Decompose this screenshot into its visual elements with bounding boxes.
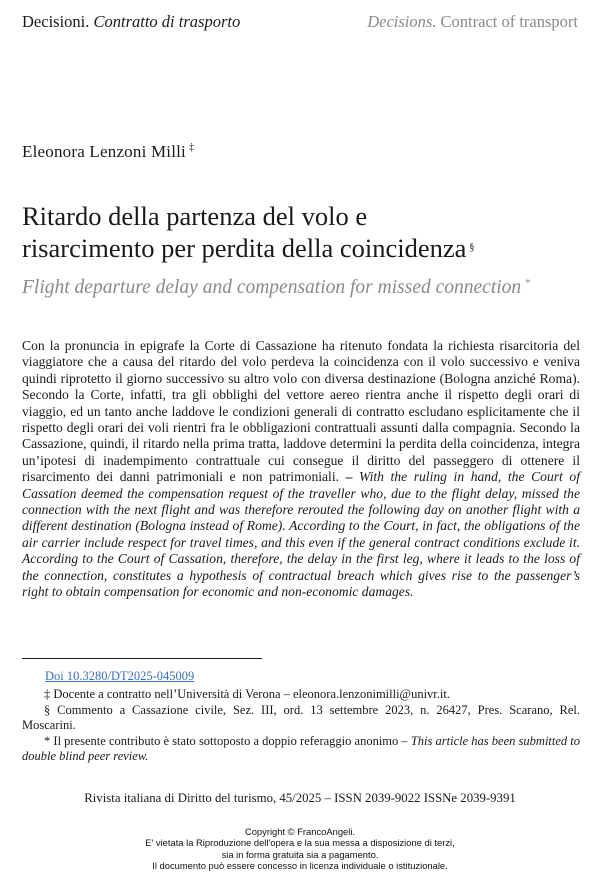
copyright-line-2: E' vietata la Riproduzione dell'opera e la sua messa a disposizione di terzi, — [145, 837, 455, 849]
abstract — [22, 338, 580, 601]
footnote-review-text-en: This article has been submitted to double blind peer review. — [22, 733, 581, 764]
footnote-review-text-it: Il presente contributo è stato sottoposto a doppio referaggio anonimo – — [53, 733, 408, 748]
header-journal-en: Decisions. — [367, 12, 437, 31]
author-name: Eleonora Lenzoni Milli — [22, 142, 186, 161]
title-footnote-mark: § — [469, 242, 475, 253]
footnote-review-mark: * — [44, 733, 51, 748]
subtitle-text: Flight departure delay and compensation for missed connection — [22, 277, 522, 298]
doi-link[interactable]: Doi 10.3280/DT2025-045009 — [45, 669, 195, 683]
author-footnote-mark: ‡ — [188, 142, 195, 153]
footnote-comment-mark: § — [44, 702, 51, 717]
footnote-author — [22, 687, 580, 703]
abstract-separator: – — [345, 469, 353, 485]
author-line — [22, 142, 194, 162]
header-section-en: Contract of transport — [440, 12, 578, 31]
abstract-english: With the ruling in hand, the Court of Cassation deemed the compensation request of the traveller who, due to the flight delay, missed the connection with the next flight and was therefore rerouted the following day on another flight with a different destination (Bologna instead of Rome). According to the Court, in fact, the obligations of the air carrier include respect for travel times, and this even if the general contract conditions exclude it. According to the Court of Cassation, therefore, the delay in the first leg, where it leads to the loss of the connection, constitutes a hypothesis of contractual breach which gives rise to the passenger’s right to obtain compensation for economic and non-economic damages. — [22, 469, 580, 600]
subtitle-footnote-mark: * — [525, 277, 531, 289]
running-header-italian — [22, 12, 240, 32]
footnote-author-mark: ‡ — [44, 687, 51, 701]
copyright-line-4: Il documento può essere concesso in licenza individuale o istituzionale. — [152, 859, 448, 871]
title-line-2: risarcimento per perdita della coincidenza — [22, 233, 467, 263]
footnote-comment — [22, 703, 580, 734]
article-title — [22, 200, 592, 264]
copyright-notice — [0, 826, 600, 871]
footnote-author-text: Docente a contratto nell’Università di Verona – eleonora.lenzonimilli@univr.it. — [53, 687, 450, 701]
title-line-1: Ritardo della partenza del volo e — [22, 201, 368, 231]
header-journal-it: Decisioni. — [22, 12, 90, 31]
footnote-review — [22, 734, 580, 765]
running-header-english — [367, 12, 578, 32]
abstract-italian: Con la pronuncia in epigrafe la Corte di Cassazione ha ritenuto fondata la richiesta risarcitoria del viaggiatore che a causa del ritardo del volo perdeva la coincidenza con il volo successivo e veniva quindi riprotetto il giorno successivo su altro volo con diversa destinazione (Bologna anziché Roma). Secondo la Corte, infatti, tra gli obblighi del vettore aereo rientra anche il rispetto degli orari di viaggio, ed un tanto anche laddove le condizioni generali di contratto escludano esplicitamente che il rispetto degli orari dei voli rientri fra le obbligazioni contrattuali assunti dalla compagnia. Secondo la Cassazione, quindi, il ritardo nella prima tratta, laddove determini la perdita della coincidenza, integra un’ipotesi di inadempimento contrattuale cui consegue il diritto del passeggero di ottenere il risarcimento dei danni patrimoniali e non patrimoniali. — [22, 338, 580, 485]
footnote-comment-text: Commento a Cassazione civile, Sez. III, ord. 13 settembre 2023, n. 26427, Pres. Scarano, Rel. Moscarini. — [22, 702, 580, 733]
journal-citation: Rivista italiana di Diritto del turismo, 45/2025 – ISSN 2039-9022 ISSNe 2039-9391 — [84, 791, 516, 805]
footnotes — [22, 687, 580, 765]
copyright-line-3: sia in forma gratuita sia a pagamento. — [221, 848, 379, 860]
footnote-divider — [22, 658, 262, 659]
article-subtitle — [22, 277, 531, 299]
header-section-it: Contratto di trasporto — [93, 12, 241, 31]
copyright-line-1: Copyright © FrancoAngeli. — [244, 826, 356, 837]
